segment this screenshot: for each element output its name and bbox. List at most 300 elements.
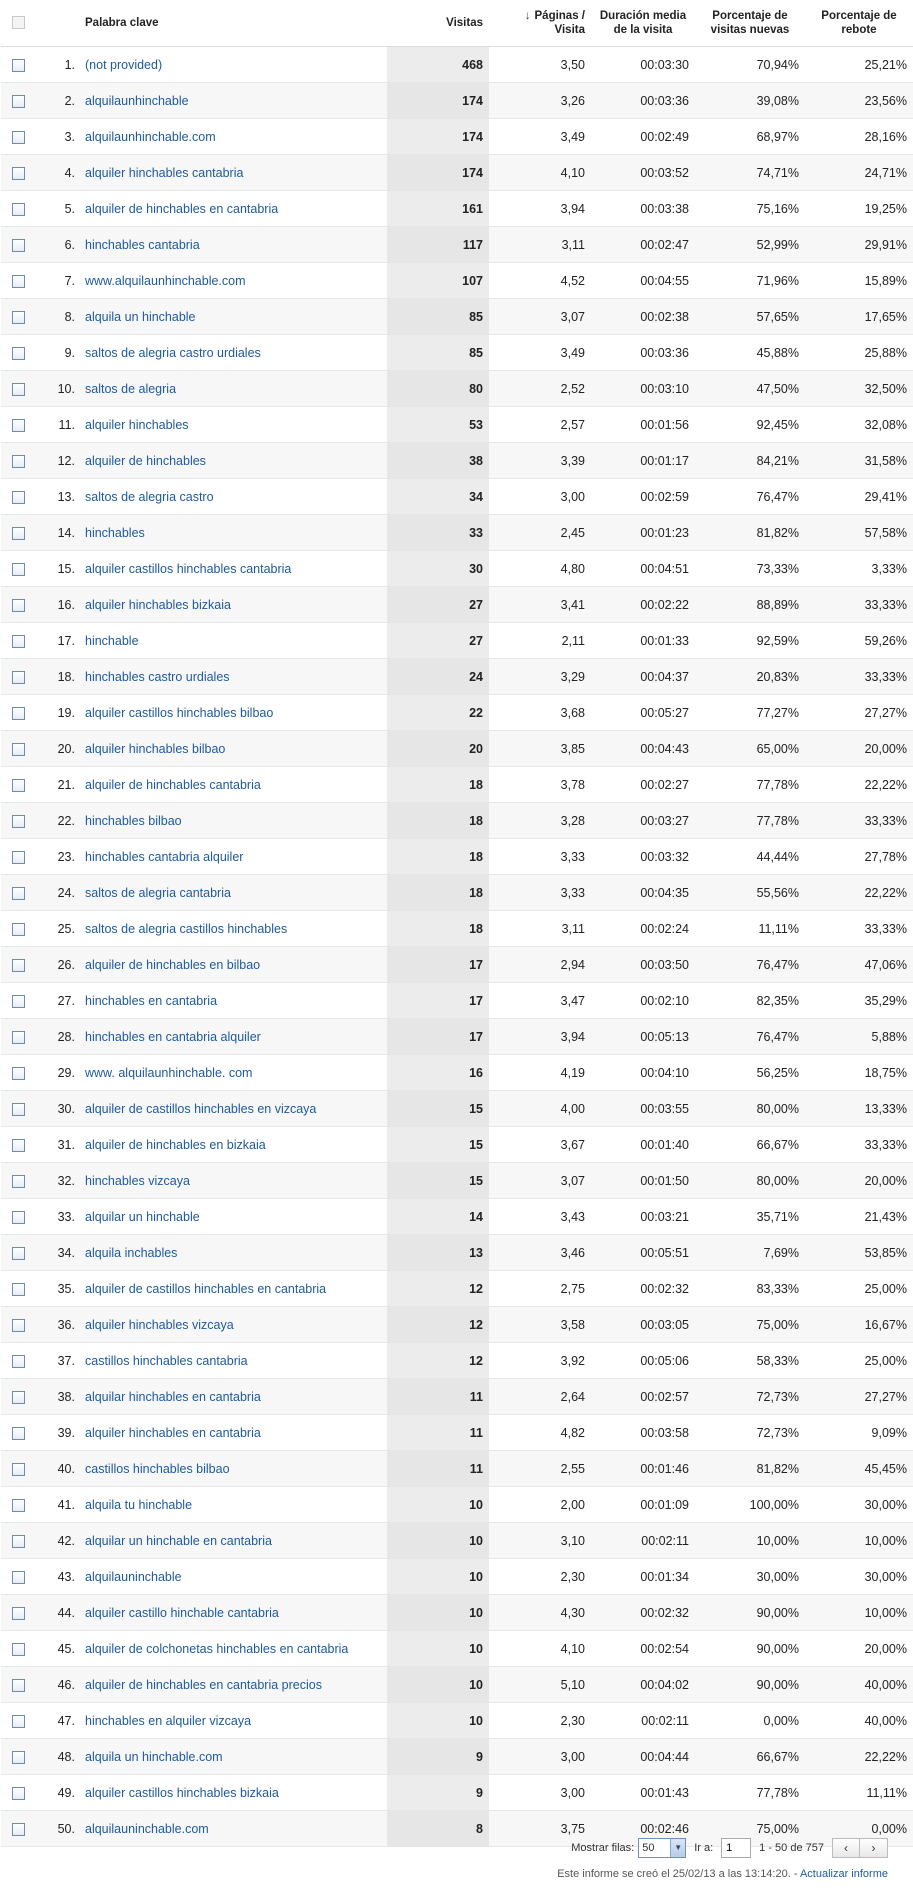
bounce-rate-cell: 11,11% (805, 1775, 913, 1811)
table-row (1, 1379, 913, 1415)
avg-duration-cell: 00:01:50 (591, 1163, 695, 1199)
row-checkbox-cell (1, 1019, 35, 1055)
pages-per-visit-header[interactable] (489, 0, 591, 47)
keyword-link[interactable]: alquiler de castillos hinchables en vizcaya (85, 1101, 317, 1116)
keyword-header[interactable]: Palabra clave (79, 0, 387, 47)
keyword-cell (79, 875, 387, 911)
row-rank: 16. (35, 587, 79, 623)
keyword-link[interactable]: alquilaunhinchable.com (85, 129, 216, 144)
bounce-rate-cell: 40,00% (805, 1667, 913, 1703)
keyword-link[interactable]: alquiler castillos hinchables bilbao (85, 705, 274, 720)
bounce-rate-cell: 9,09% (805, 1415, 913, 1451)
visits-cell: 161 (387, 191, 489, 227)
avg-duration-cell: 00:02:46 (591, 1811, 695, 1847)
row-rank: 12. (35, 443, 79, 479)
row-checkbox-cell (1, 1055, 35, 1091)
rows-per-page-select[interactable] (638, 1838, 686, 1858)
avg-duration-cell: 00:02:49 (591, 119, 695, 155)
keyword-link[interactable]: alquilar un hinchable (85, 1209, 200, 1224)
new-visits-cell: 10,00% (695, 1523, 805, 1559)
new-visits-cell: 39,08% (695, 83, 805, 119)
row-checkbox[interactable] (12, 59, 25, 72)
avg-duration-cell: 00:03:58 (591, 1415, 695, 1451)
row-checkbox[interactable] (12, 1787, 25, 1800)
row-checkbox[interactable] (12, 815, 25, 828)
keyword-link[interactable]: alquiler castillos hinchables bizkaia (85, 1785, 279, 1800)
row-checkbox[interactable] (12, 1211, 25, 1224)
avg-duration-cell: 00:04:44 (591, 1739, 695, 1775)
keyword-link[interactable]: alquiler de hinchables (85, 453, 206, 468)
row-checkbox[interactable] (12, 1283, 25, 1296)
pages-per-visit-cell: 2,52 (489, 371, 591, 407)
keyword-cell (79, 1235, 387, 1271)
row-checkbox[interactable] (12, 1463, 25, 1476)
avg-duration-cell: 00:01:33 (591, 623, 695, 659)
pages-per-visit-label: Páginas / Visita (534, 10, 585, 36)
table-row (1, 875, 913, 911)
visits-cell: 174 (387, 155, 489, 191)
row-checkbox-cell (1, 839, 35, 875)
avg-duration-cell: 00:01:17 (591, 443, 695, 479)
row-checkbox[interactable] (12, 707, 25, 720)
keyword-link[interactable]: hinchables en alquiler vizcaya (85, 1713, 252, 1728)
keyword-link[interactable]: saltos de alegria castro urdiales (85, 345, 261, 360)
keyword-cell (79, 1415, 387, 1451)
row-rank: 38. (35, 1379, 79, 1415)
keyword-link[interactable]: saltos de alegria (85, 381, 177, 396)
table-row (1, 623, 913, 659)
table-row (1, 443, 913, 479)
visits-cell: 174 (387, 83, 489, 119)
keyword-link[interactable]: alquiler de hinchables en bizkaia (85, 1137, 266, 1152)
bounce-rate-cell: 22,22% (805, 875, 913, 911)
table-row (1, 731, 913, 767)
keyword-cell (79, 1451, 387, 1487)
table-row (1, 1019, 913, 1055)
row-checkbox-cell (1, 263, 35, 299)
visits-cell: 18 (387, 767, 489, 803)
row-checkbox[interactable] (12, 1679, 25, 1692)
keyword-link[interactable]: saltos de alegria cantabria (85, 885, 231, 900)
row-checkbox[interactable] (12, 671, 25, 684)
table-row (1, 1559, 913, 1595)
keyword-link[interactable]: alquiler hinchables en cantabria (85, 1425, 261, 1440)
keyword-link[interactable]: alquiler castillos hinchables cantabria (85, 561, 292, 576)
avg-duration-cell: 00:02:11 (591, 1703, 695, 1739)
new-visits-cell: 7,69% (695, 1235, 805, 1271)
table-row (1, 407, 913, 443)
table-row (1, 1415, 913, 1451)
row-checkbox[interactable] (12, 383, 25, 396)
row-checkbox[interactable] (12, 239, 25, 252)
row-rank: 10. (35, 371, 79, 407)
bounce-rate-cell: 24,71% (805, 155, 913, 191)
avg-duration-cell: 00:02:32 (591, 1271, 695, 1307)
row-checkbox-cell (1, 119, 35, 155)
row-rank: 5. (35, 191, 79, 227)
goto-label: Ir a: (694, 1842, 714, 1854)
avg-duration-cell: 00:01:34 (591, 1559, 695, 1595)
keyword-link[interactable]: alquila un hinchable.com (85, 1749, 223, 1764)
bounce-rate-cell: 23,56% (805, 83, 913, 119)
pages-per-visit-cell: 3,39 (489, 443, 591, 479)
pages-per-visit-cell: 3,78 (489, 767, 591, 803)
keyword-link[interactable]: alquiler de hinchables en bilbao (85, 957, 261, 972)
keyword-cell (79, 1127, 387, 1163)
avg-duration-cell: 00:02:27 (591, 767, 695, 803)
row-rank: 25. (35, 911, 79, 947)
row-checkbox[interactable] (12, 1391, 25, 1404)
visits-header[interactable]: Visitas (387, 0, 489, 47)
row-checkbox[interactable] (12, 1319, 25, 1332)
avg-duration-cell: 00:02:38 (591, 299, 695, 335)
keyword-link[interactable]: hinchables cantabria (85, 237, 200, 252)
keyword-link[interactable]: alquila un hinchable (85, 309, 196, 324)
new-visits-cell: 55,56% (695, 875, 805, 911)
new-visits-cell: 30,00% (695, 1559, 805, 1595)
keyword-cell (79, 587, 387, 623)
row-checkbox-cell (1, 875, 35, 911)
visits-cell: 38 (387, 443, 489, 479)
table-row (1, 47, 913, 83)
bounce-rate-cell: 20,00% (805, 731, 913, 767)
new-visits-cell: 75,00% (695, 1307, 805, 1343)
row-checkbox[interactable] (12, 635, 25, 648)
row-rank: 26. (35, 947, 79, 983)
row-rank: 22. (35, 803, 79, 839)
pages-per-visit-cell: 5,10 (489, 1667, 591, 1703)
pages-per-visit-cell: 2,57 (489, 407, 591, 443)
visits-cell: 174 (387, 119, 489, 155)
avg-duration-cell: 00:05:27 (591, 695, 695, 731)
keyword-cell (79, 1631, 387, 1667)
bounce-label-1: Porcentaje de (821, 10, 897, 22)
row-checkbox[interactable] (12, 491, 25, 504)
arrow-down-icon: ↓ (524, 10, 531, 22)
new-visits-label-2: visitas nuevas (710, 24, 790, 36)
keyword-link[interactable]: alquiler de colchonetas hinchables en cantabria (85, 1641, 349, 1656)
row-checkbox-cell (1, 47, 35, 83)
keyword-link[interactable]: hinchables en cantabria alquiler (85, 1029, 261, 1044)
pages-per-visit-cell: 2,55 (489, 1451, 591, 1487)
avg-duration-cell: 00:01:56 (591, 407, 695, 443)
row-checkbox-cell (1, 659, 35, 695)
row-checkbox[interactable] (12, 1607, 25, 1620)
row-checkbox[interactable] (12, 563, 25, 576)
bounce-header[interactable] (805, 0, 913, 47)
row-checkbox[interactable] (12, 275, 25, 288)
row-rank: 2. (35, 83, 79, 119)
keyword-link[interactable]: hinchables (85, 525, 145, 540)
row-rank: 45. (35, 1631, 79, 1667)
keyword-link[interactable]: hinchables bilbao (85, 813, 182, 828)
row-rank: 41. (35, 1487, 79, 1523)
keyword-link[interactable]: alquiler hinchables bilbao (85, 741, 226, 756)
table-row (1, 83, 913, 119)
bounce-rate-cell: 25,21% (805, 47, 913, 83)
keyword-link[interactable]: alquiler hinchables vizcaya (85, 1317, 234, 1332)
table-row (1, 1307, 913, 1343)
keyword-link[interactable]: alquilar un hinchable en cantabria (85, 1533, 272, 1548)
row-checkbox[interactable] (12, 203, 25, 216)
row-rank: 46. (35, 1667, 79, 1703)
table-row (1, 839, 913, 875)
avg-duration-cell: 00:03:05 (591, 1307, 695, 1343)
new-visits-cell: 76,47% (695, 1019, 805, 1055)
keyword-link[interactable]: www. alquilaunhinchable. com (85, 1065, 253, 1080)
row-rank: 35. (35, 1271, 79, 1307)
keyword-link[interactable]: alquilauninchable (85, 1569, 182, 1584)
visits-cell: 12 (387, 1343, 489, 1379)
row-rank: 34. (35, 1235, 79, 1271)
keyword-link[interactable]: alquiler hinchables (85, 417, 189, 432)
visits-cell: 18 (387, 875, 489, 911)
keyword-link[interactable]: hinchable (85, 633, 139, 648)
bounce-rate-cell: 29,41% (805, 479, 913, 515)
new-visits-cell: 68,97% (695, 119, 805, 155)
keyword-cell (79, 191, 387, 227)
bounce-rate-cell: 30,00% (805, 1487, 913, 1523)
keyword-link[interactable]: saltos de alegria castillos hinchables (85, 921, 288, 936)
table-row (1, 1595, 913, 1631)
avg-duration-cell: 00:03:55 (591, 1091, 695, 1127)
row-checkbox-cell (1, 335, 35, 371)
keyword-cell (79, 1703, 387, 1739)
chevron-right-icon: › (871, 1841, 876, 1855)
keyword-link[interactable]: alquilar hinchables en cantabria (85, 1389, 261, 1404)
refresh-report-link[interactable]: Actualizar informe (799, 1868, 888, 1880)
pages-per-visit-cell: 3,94 (489, 1019, 591, 1055)
table-row (1, 1163, 913, 1199)
row-checkbox[interactable] (12, 95, 25, 108)
keyword-link[interactable]: alquilauninchable.com (85, 1821, 209, 1836)
row-checkbox[interactable] (12, 1499, 25, 1512)
row-checkbox[interactable] (12, 743, 25, 756)
avg-duration-cell: 00:02:57 (591, 1379, 695, 1415)
visits-cell: 10 (387, 1487, 489, 1523)
bounce-rate-cell: 59,26% (805, 623, 913, 659)
row-checkbox-cell (1, 299, 35, 335)
avg-duration-cell: 00:02:24 (591, 911, 695, 947)
keyword-link[interactable]: alquiler castillo hinchable cantabria (85, 1605, 279, 1620)
row-checkbox[interactable] (12, 923, 25, 936)
pages-per-visit-cell: 3,00 (489, 1739, 591, 1775)
row-checkbox[interactable] (12, 1751, 25, 1764)
row-checkbox[interactable] (12, 347, 25, 360)
visits-cell: 33 (387, 515, 489, 551)
keyword-link[interactable]: alquiler de castillos hinchables en cantabria (85, 1281, 327, 1296)
keyword-link[interactable]: hinchables castro urdiales (85, 669, 230, 684)
bounce-rate-cell: 33,33% (805, 911, 913, 947)
table-row (1, 263, 913, 299)
bounce-rate-cell: 31,58% (805, 443, 913, 479)
row-checkbox[interactable] (12, 1535, 25, 1548)
avg-duration-cell: 00:04:02 (591, 1667, 695, 1703)
new-visits-cell: 76,47% (695, 947, 805, 983)
pages-per-visit-cell: 3,49 (489, 119, 591, 155)
bounce-rate-cell: 32,50% (805, 371, 913, 407)
report-footer (0, 1826, 896, 1886)
bounce-rate-cell: 0,00% (805, 1811, 913, 1847)
row-checkbox[interactable] (12, 1031, 25, 1044)
keyword-link[interactable]: www.alquilaunhinchable.com (85, 273, 246, 288)
new-visits-cell: 84,21% (695, 443, 805, 479)
row-checkbox[interactable] (12, 1355, 25, 1368)
row-checkbox-cell (1, 1775, 35, 1811)
row-checkbox[interactable] (12, 779, 25, 792)
row-checkbox[interactable] (12, 1067, 25, 1080)
keyword-link[interactable]: alquila inchables (85, 1245, 178, 1260)
row-checkbox[interactable] (12, 851, 25, 864)
table-row (1, 1703, 913, 1739)
row-checkbox[interactable] (12, 419, 25, 432)
keyword-link[interactable]: alquilaunhinchable (85, 93, 189, 108)
table-row (1, 1199, 913, 1235)
keyword-cell (79, 623, 387, 659)
bounce-rate-cell: 40,00% (805, 1703, 913, 1739)
row-checkbox-cell (1, 515, 35, 551)
row-checkbox[interactable] (12, 959, 25, 972)
bounce-rate-cell: 3,33% (805, 551, 913, 587)
keyword-link[interactable]: hinchables en cantabria (85, 993, 218, 1008)
row-checkbox[interactable] (12, 1643, 25, 1656)
new-visits-cell: 90,00% (695, 1667, 805, 1703)
row-checkbox-cell (1, 911, 35, 947)
row-checkbox[interactable] (12, 1571, 25, 1584)
new-visits-cell: 58,33% (695, 1343, 805, 1379)
new-visits-cell: 77,78% (695, 767, 805, 803)
row-checkbox-cell (1, 587, 35, 623)
goto-page-input[interactable] (721, 1838, 751, 1858)
row-checkbox-cell (1, 731, 35, 767)
avg-duration-cell: 00:01:46 (591, 1451, 695, 1487)
table-row (1, 551, 913, 587)
bounce-rate-cell: 35,29% (805, 983, 913, 1019)
new-visits-header[interactable] (695, 0, 805, 47)
next-page-button[interactable] (860, 1838, 888, 1858)
keyword-cell (79, 839, 387, 875)
row-rank: 27. (35, 983, 79, 1019)
new-visits-cell: 52,99% (695, 227, 805, 263)
row-rank: 44. (35, 1595, 79, 1631)
visits-cell: 13 (387, 1235, 489, 1271)
pages-per-visit-cell: 3,75 (489, 1811, 591, 1847)
new-visits-cell: 72,73% (695, 1379, 805, 1415)
keyword-cell (79, 1667, 387, 1703)
keyword-cell (79, 443, 387, 479)
new-visits-cell: 35,71% (695, 1199, 805, 1235)
row-checkbox[interactable] (12, 1139, 25, 1152)
keyword-link[interactable]: alquiler hinchables cantabria (85, 165, 244, 180)
table-row (1, 1487, 913, 1523)
pages-per-visit-cell: 2,75 (489, 1271, 591, 1307)
keyword-cell (79, 1595, 387, 1631)
keyword-link[interactable]: castillos hinchables bilbao (85, 1461, 230, 1476)
row-checkbox[interactable] (12, 1247, 25, 1260)
row-rank: 37. (35, 1343, 79, 1379)
row-checkbox-cell (1, 1631, 35, 1667)
row-rank: 40. (35, 1451, 79, 1487)
row-rank: 49. (35, 1775, 79, 1811)
row-checkbox[interactable] (12, 167, 25, 180)
row-checkbox[interactable] (12, 455, 25, 468)
new-visits-cell: 82,35% (695, 983, 805, 1019)
row-checkbox-cell (1, 1271, 35, 1307)
keyword-link[interactable]: hinchables vizcaya (85, 1173, 190, 1188)
row-checkbox-cell (1, 803, 35, 839)
visits-cell: 17 (387, 983, 489, 1019)
bounce-rate-cell: 27,78% (805, 839, 913, 875)
pages-per-visit-cell: 4,52 (489, 263, 591, 299)
new-visits-cell: 57,65% (695, 299, 805, 335)
row-checkbox[interactable] (12, 1427, 25, 1440)
keyword-link[interactable]: alquiler hinchables bizkaia (85, 597, 231, 612)
chevron-down-icon[interactable]: ▼ (670, 1839, 685, 1857)
visits-cell: 11 (387, 1451, 489, 1487)
row-checkbox[interactable] (12, 995, 25, 1008)
new-visits-cell: 56,25% (695, 1055, 805, 1091)
visits-cell: 10 (387, 1631, 489, 1667)
keyword-cell (79, 659, 387, 695)
bounce-rate-cell: 22,22% (805, 767, 913, 803)
row-rank: 15. (35, 551, 79, 587)
row-checkbox[interactable] (12, 131, 25, 144)
chevron-left-icon: ‹ (844, 1841, 848, 1855)
row-checkbox[interactable] (12, 1715, 25, 1728)
row-checkbox-cell (1, 155, 35, 191)
keyword-cell (79, 479, 387, 515)
new-visits-cell: 88,89% (695, 587, 805, 623)
avg-duration-header[interactable] (591, 0, 695, 47)
bounce-rate-cell: 18,75% (805, 1055, 913, 1091)
keyword-link[interactable]: (not provided) (85, 57, 163, 72)
keyword-link[interactable]: castillos hinchables cantabria (85, 1353, 248, 1368)
select-all-checkbox[interactable] (12, 16, 25, 29)
table-row (1, 1775, 913, 1811)
row-checkbox[interactable] (12, 311, 25, 324)
keyword-link[interactable]: alquila tu hinchable (85, 1497, 193, 1512)
avg-duration-cell: 00:04:35 (591, 875, 695, 911)
pages-per-visit-cell: 3,07 (489, 1163, 591, 1199)
keyword-cell (79, 263, 387, 299)
row-checkbox[interactable] (12, 1175, 25, 1188)
keyword-cell (79, 803, 387, 839)
keyword-link[interactable]: saltos de alegria castro (85, 489, 214, 504)
new-visits-cell: 44,44% (695, 839, 805, 875)
bounce-rate-cell: 47,06% (805, 947, 913, 983)
row-checkbox[interactable] (12, 1103, 25, 1116)
row-checkbox[interactable] (12, 887, 25, 900)
prev-page-button[interactable] (832, 1838, 860, 1858)
row-checkbox-cell (1, 1343, 35, 1379)
keyword-link[interactable]: alquiler de hinchables en cantabria precios (85, 1677, 322, 1692)
new-visits-cell: 45,88% (695, 335, 805, 371)
keyword-cell (79, 767, 387, 803)
keyword-link[interactable]: alquiler de hinchables en cantabria (85, 201, 279, 216)
row-rank: 42. (35, 1523, 79, 1559)
keyword-cell (79, 335, 387, 371)
bounce-rate-cell: 25,88% (805, 335, 913, 371)
keyword-link[interactable]: alquiler de hinchables cantabria (85, 777, 261, 792)
row-checkbox-cell (1, 551, 35, 587)
row-checkbox-cell (1, 1235, 35, 1271)
row-checkbox[interactable] (12, 599, 25, 612)
new-visits-cell: 70,94% (695, 47, 805, 83)
keyword-cell (79, 551, 387, 587)
keyword-link[interactable]: hinchables cantabria alquiler (85, 849, 244, 864)
row-checkbox[interactable] (12, 527, 25, 540)
keyword-cell (79, 1271, 387, 1307)
